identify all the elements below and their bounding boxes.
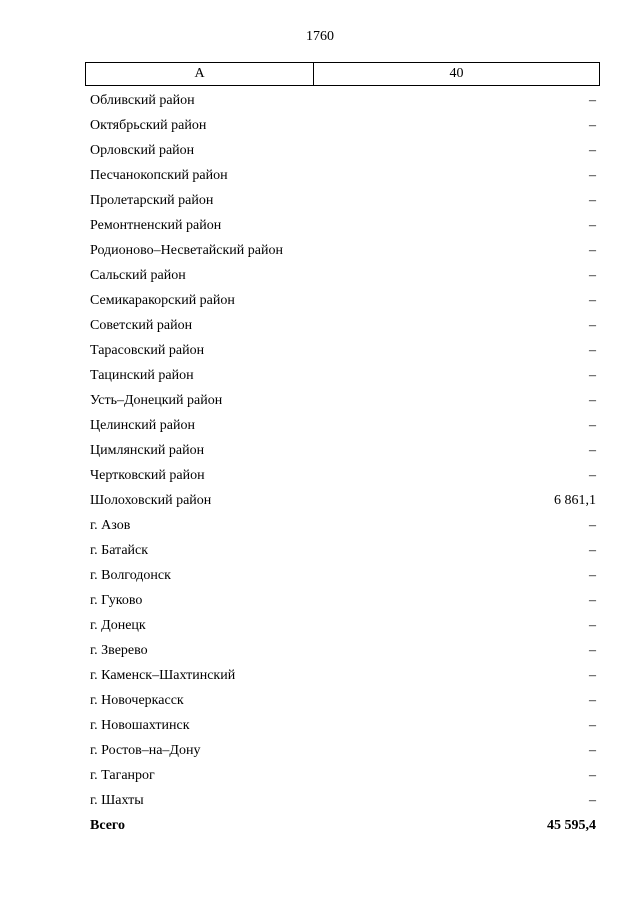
table-row	[90, 463, 596, 488]
row-value: –	[589, 417, 596, 433]
row-name: Тарасовский район	[90, 342, 205, 358]
table-header	[85, 62, 600, 86]
table-row	[90, 588, 596, 613]
row-value: –	[589, 467, 596, 483]
row-value: –	[589, 267, 596, 283]
table-row	[90, 213, 596, 238]
row-name: Усть–Донецкий район	[90, 392, 223, 408]
row-name: г. Гуково	[90, 592, 143, 608]
row-name: г. Донецк	[90, 617, 146, 633]
row-value: –	[589, 217, 596, 233]
table-row	[90, 488, 596, 513]
total-label: Всего	[90, 817, 125, 833]
row-name: Песчанокопский район	[90, 167, 228, 183]
table-row	[90, 138, 596, 163]
row-name: Чертковский район	[90, 467, 205, 483]
row-name: Орловский район	[90, 142, 195, 158]
table-row	[90, 663, 596, 688]
table-row	[90, 388, 596, 413]
row-name: Родионово–Несветайский район	[90, 242, 283, 258]
row-value: –	[589, 367, 596, 383]
table-row	[90, 713, 596, 738]
row-name: г. Каменск–Шахтинский	[90, 667, 236, 683]
row-value: –	[589, 717, 596, 733]
table-row	[90, 563, 596, 588]
row-name: Цимлянский район	[90, 442, 205, 458]
table-row	[90, 538, 596, 563]
row-value: –	[589, 117, 596, 133]
table-row	[90, 638, 596, 663]
table-row	[90, 163, 596, 188]
row-name: Целинский район	[90, 417, 195, 433]
row-value: –	[589, 567, 596, 583]
table-row	[90, 738, 596, 763]
table-row	[90, 238, 596, 263]
row-value: 6 861,1	[554, 492, 596, 508]
row-value: –	[589, 292, 596, 308]
row-value: –	[589, 667, 596, 683]
table-body	[90, 88, 596, 838]
row-value: –	[589, 517, 596, 533]
row-value: –	[589, 592, 596, 608]
row-name: Октябрьский район	[90, 117, 207, 133]
row-name: Советский район	[90, 317, 193, 333]
table-row	[90, 413, 596, 438]
table-row	[90, 688, 596, 713]
table-row	[90, 338, 596, 363]
row-value: –	[589, 542, 596, 558]
row-value: –	[589, 692, 596, 708]
row-name: Семикаракорский район	[90, 292, 235, 308]
row-value: –	[589, 642, 596, 658]
row-value: –	[589, 192, 596, 208]
row-name: Обливский район	[90, 92, 195, 108]
row-value: –	[589, 167, 596, 183]
row-name: г. Шахты	[90, 792, 144, 808]
row-name: г. Ростов–на–Дону	[90, 742, 201, 758]
table-row	[90, 438, 596, 463]
row-name: Пролетарский район	[90, 192, 214, 208]
row-value: –	[589, 767, 596, 783]
table-row	[90, 788, 596, 813]
row-name: Сальский район	[90, 267, 186, 283]
row-value: –	[589, 242, 596, 258]
row-value: –	[589, 342, 596, 358]
row-value: –	[589, 142, 596, 158]
table-row	[90, 88, 596, 113]
table-row	[90, 363, 596, 388]
row-value: –	[589, 317, 596, 333]
row-name: г. Таганрог	[90, 767, 155, 783]
row-value: –	[589, 617, 596, 633]
table-row	[90, 763, 596, 788]
table-row	[90, 113, 596, 138]
row-name: Тацинский район	[90, 367, 194, 383]
table-row	[90, 188, 596, 213]
table-row	[90, 313, 596, 338]
table-row	[90, 288, 596, 313]
row-value: –	[589, 92, 596, 108]
row-value: –	[589, 742, 596, 758]
row-value: –	[589, 392, 596, 408]
row-value: –	[589, 442, 596, 458]
row-value: –	[589, 792, 596, 808]
row-name: г. Новошахтинск	[90, 717, 190, 733]
row-name: г. Зверево	[90, 642, 148, 658]
total-row	[90, 813, 596, 838]
column-header-a: А	[86, 63, 314, 85]
row-name: г. Батайск	[90, 542, 149, 558]
row-name: Шолоховский район	[90, 492, 212, 508]
table-row	[90, 263, 596, 288]
row-name: Ремонтненский район	[90, 217, 222, 233]
total-value: 45 595,4	[547, 817, 596, 833]
table-row	[90, 613, 596, 638]
row-name: г. Новочеркасск	[90, 692, 184, 708]
column-header-40: 40	[449, 66, 464, 81]
table-row	[90, 513, 596, 538]
row-name: г. Волгодонск	[90, 567, 171, 583]
page-number: 1760	[306, 29, 334, 44]
row-name: г. Азов	[90, 517, 131, 533]
